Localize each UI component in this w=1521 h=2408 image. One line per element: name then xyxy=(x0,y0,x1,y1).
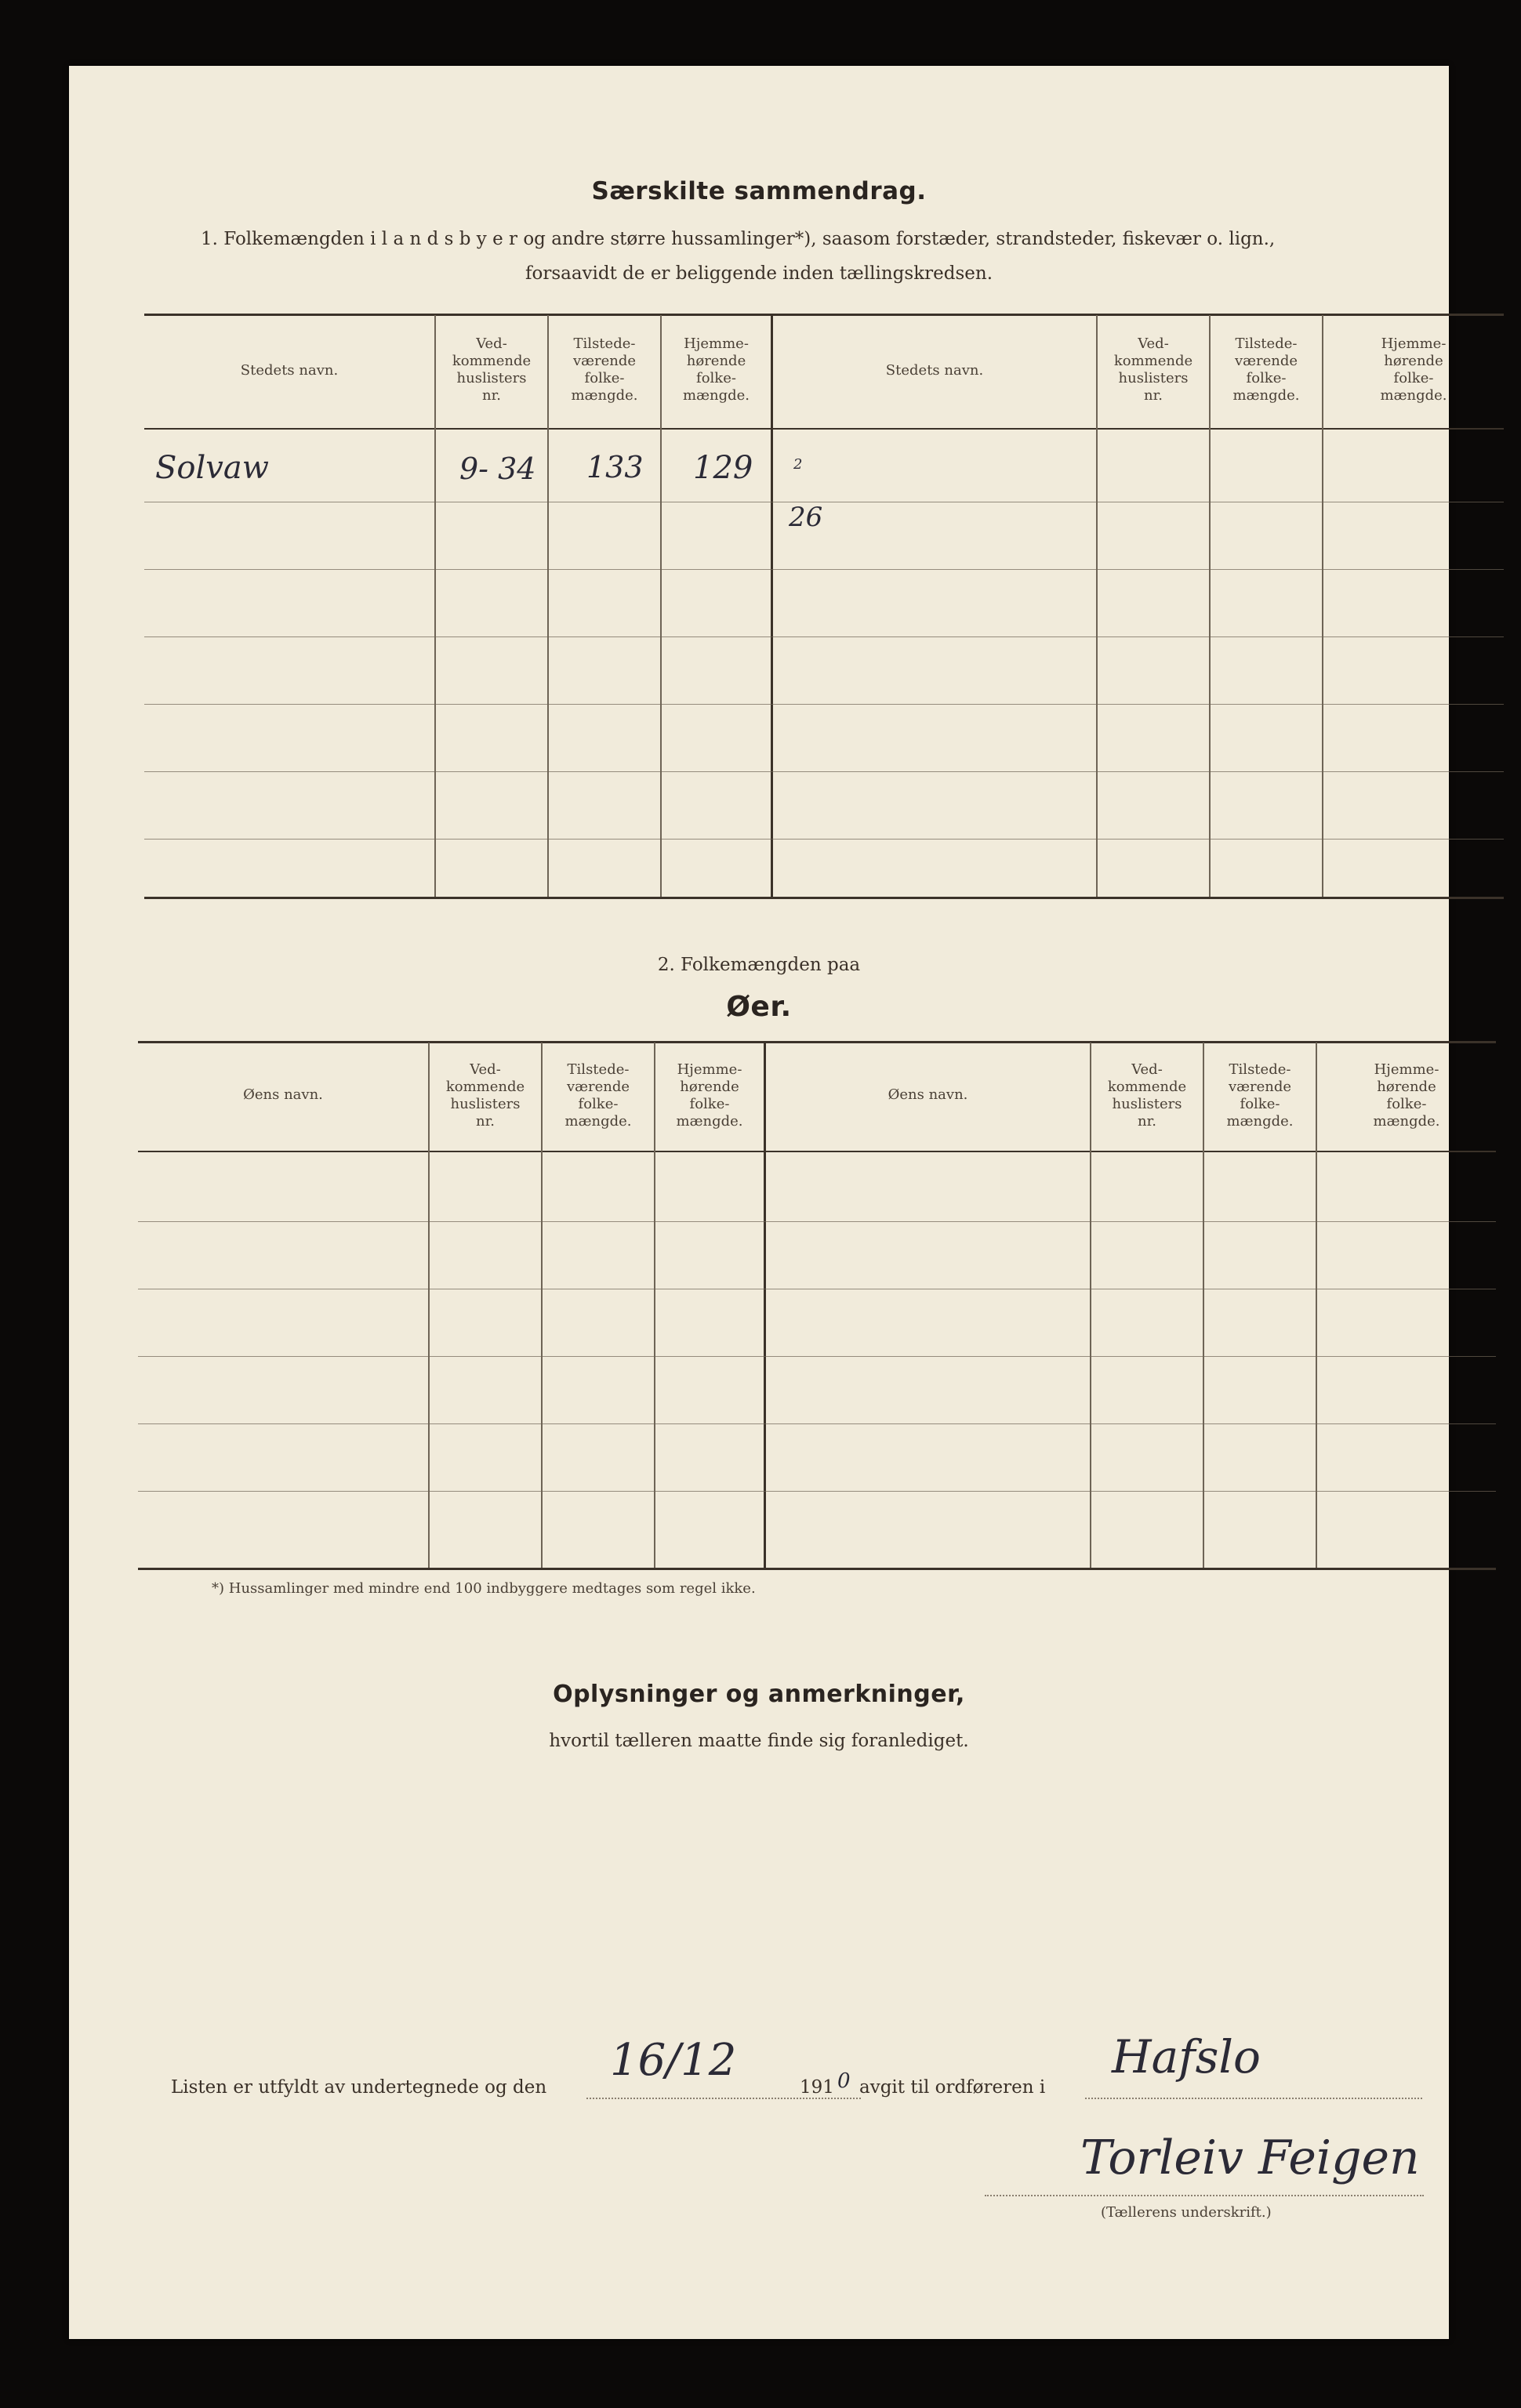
table2-top-rule xyxy=(138,1041,1496,1043)
table1-bottom-rule xyxy=(144,897,1504,899)
remarks-subtitle: hvortil tælleren maatte finde sig foranlediget. xyxy=(549,1731,969,1751)
handwritten-municipality: Hafslo xyxy=(1112,2030,1261,2083)
section1-line1: 1. Folkemængden i l a n d s b y e r og andre større hussamlinger*), saasom forstæder, strandsteder, fiskevær o. lign., xyxy=(201,229,1276,249)
table1-header-resident-right: Hjemme- hørende folke- mængde. xyxy=(1380,335,1447,404)
table1-header-name: Stedets navn. xyxy=(240,362,339,379)
table2-header-resident: Hjemme- hørende folke- mængde. xyxy=(676,1061,743,1130)
table1-header-rule xyxy=(144,428,1504,430)
table1-row-line xyxy=(144,704,1504,705)
remarks-title: Oplysninger og anmerkninger, xyxy=(553,1681,965,1708)
table1-header-present-right: Tilstede- værende folke- mængde. xyxy=(1232,335,1300,404)
signature-label: (Tællerens underskrift.) xyxy=(1101,2204,1272,2221)
table1-row-line xyxy=(144,771,1504,772)
section2-title: Øer. xyxy=(726,991,792,1023)
table2-header-resident-right: Hjemme- hørende folke- mængde. xyxy=(1373,1061,1440,1130)
municipality-dotted-line xyxy=(1085,2098,1422,2099)
handwritten-resident-count: 129 xyxy=(693,450,753,486)
handwritten-signature: Torleiv Feigen xyxy=(1080,2131,1420,2185)
table2-header-name-right: Øens navn. xyxy=(888,1086,968,1103)
handwritten-year-digit: 0 xyxy=(837,2069,851,2093)
table2-row-line xyxy=(138,1356,1496,1357)
handwritten-date: 16/12 xyxy=(610,2035,737,2086)
table2-header-present-right: Tilstede- værende folke- mængde. xyxy=(1226,1061,1294,1130)
table1-header-lists: Ved- kommende huslisters nr. xyxy=(452,335,532,404)
handwritten-present-count: 133 xyxy=(586,450,644,484)
signoff-mid: avgit til ordføreren i xyxy=(859,2077,1046,2098)
handwritten-note-small: 2 xyxy=(793,456,803,473)
page-title: Særskilte sammendrag. xyxy=(591,177,927,205)
table2-bottom-rule xyxy=(138,1568,1496,1570)
table2-header-name: Øens navn. xyxy=(243,1086,323,1103)
table1-row-line xyxy=(144,636,1504,637)
table1-top-rule xyxy=(144,314,1504,316)
table2-header-present: Tilstede- værende folke- mængde. xyxy=(564,1061,632,1130)
table1-header-lists-right: Ved- kommende huslisters nr. xyxy=(1113,335,1193,404)
year-prefix: 191 xyxy=(800,2077,834,2098)
table2-row-line xyxy=(138,1423,1496,1424)
table2-header-rule xyxy=(138,1151,1496,1152)
table1-header-present: Tilstede- værende folke- mængde. xyxy=(571,335,638,404)
signoff-prefix: Listen er utfyldt av undertegnede og den xyxy=(171,2077,547,2098)
table2-center-divider xyxy=(764,1043,766,1568)
table2-row-line xyxy=(138,1491,1496,1492)
table2-header-lists-right: Ved- kommende huslisters nr. xyxy=(1107,1061,1187,1130)
table1-row-line xyxy=(144,569,1504,570)
section2-line: 2. Folkemængden paa xyxy=(657,955,861,975)
table1-row-line xyxy=(144,839,1504,840)
section1-line2: forsaavidt de er beliggende inden tællingskredsen. xyxy=(525,263,993,284)
table2-header-lists: Ved- kommende huslisters nr. xyxy=(445,1061,525,1130)
table1-center-divider xyxy=(771,315,773,897)
signature-dotted-line xyxy=(985,2195,1424,2196)
table1-header-resident: Hjemme- hørende folke- mængde. xyxy=(683,335,750,404)
census-form-page xyxy=(69,66,1449,2339)
date-dotted-line xyxy=(586,2098,861,2099)
table2-row-line xyxy=(138,1221,1496,1222)
footnote: *) Hussamlinger med mindre end 100 indbyggere medtages som regel ikke. xyxy=(212,1580,756,1597)
handwritten-place-name: Solvaw xyxy=(155,450,269,486)
table1-header-name-right: Stedets navn. xyxy=(885,362,984,379)
handwritten-list-numbers: 9- 34 xyxy=(459,452,536,486)
handwritten-note-large: 26 xyxy=(789,502,823,533)
